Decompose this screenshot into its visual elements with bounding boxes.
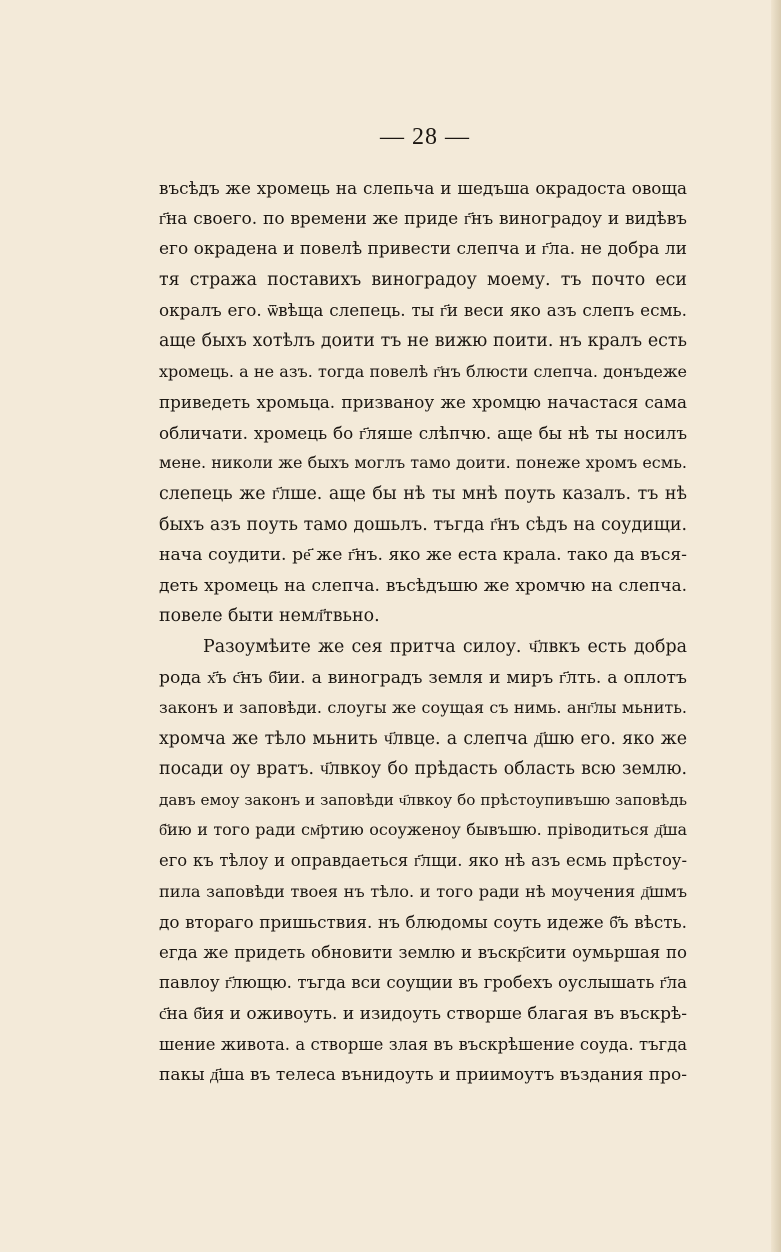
text-line: пакы д҃ша въ телеса вънидоуть и приимоутъ въздания про- xyxy=(159,1065,687,1086)
text-line: егда же придеть обновити землю и въскр҃сити оумьршая по xyxy=(159,942,687,962)
text-line: слепець же г҃лше. аще бы нѣ ты мнѣ поуть казалъ. тъ нѣ xyxy=(159,483,687,504)
text-line: до втораго пришьствия. нъ блюдомы соуть идеже б҃ъ вѣсть. xyxy=(159,912,687,933)
text-line: окралъ его. ѿвѣща слепець. ты г҃и веси яко азъ слепъ есмь. xyxy=(159,300,687,321)
text-line: рода х҃ъ с҃нъ б҃ии. а виноградъ земля и миръ г҃лть. а оплотъ xyxy=(159,667,687,688)
text-line: его окрадена и повелѣ привести слепча и г҃ла. не добра ли xyxy=(159,239,687,260)
text-line: тя стража поставихъ виноградоу моему. тъ почто еси xyxy=(159,269,687,290)
text-line: законъ и заповѣди. слоугы же соущая съ нимь. анг҃лы мьнить. xyxy=(159,698,687,718)
text-line: мене. николи же быхъ моглъ тамо доити. понеже хромъ есмь. xyxy=(159,453,687,473)
text-line: г҃на своего. по времени же приде г҃нъ виноградоу и видѣвъ xyxy=(159,208,687,229)
text-line: посади оу вратъ. ч҃лвкоу бо прѣдасть область всю землю. xyxy=(159,759,687,780)
text-line: с҃на б҃ия и оживоуть. и изидоуть створше благая въ въскрѣ- xyxy=(159,1004,687,1025)
text-line: хромець. а не азъ. тогда повелѣ г҃нъ блюсти слепча. донъдеже xyxy=(159,361,687,381)
text-line: быхъ азъ поуть тамо дошьлъ. тъгда г҃нъ сѣдъ на соудищи. xyxy=(159,514,687,535)
text-line: приведеть хромьца. призваноу же хромцю начастася сама xyxy=(159,392,687,413)
text-line: пила заповѣди твоея нъ тѣло. и того ради нѣ моучения д҃шмъ xyxy=(159,881,687,901)
text-line: б҃ию и того ради см҃ртию осоуженоу бывъшю. прiводиться д҃ша xyxy=(159,820,687,840)
body-text xyxy=(159,173,687,1091)
text-line: въсѣдъ же хромець на слепьча и шедъша окрадоста овоща xyxy=(159,178,687,198)
text-line: шение живота. а створше злая въ въскрѣшение соуда. тъгда xyxy=(159,1034,687,1054)
text-line: деть хромець на слепча. въсѣдъшю же хромчю на слепча. xyxy=(159,575,687,596)
text-line: нача соудити. ре҃ же г҃нъ. яко же еста крала. тако да въся- xyxy=(159,545,687,566)
text-line: павлоу г҃лющю. тъгда вси соущии въ гробехъ оуслышать г҃ла xyxy=(159,973,687,993)
text-line: повеле быти немл҃твьно. xyxy=(159,606,380,627)
text-line: хромча же тѣло мьнить ч҃лвце. а слепча д҃шю его. яко же xyxy=(159,728,687,749)
text-line: его къ тѣлоу и оправдаеться г҃лщи. яко нѣ азъ есмь прѣстоу- xyxy=(159,851,687,871)
text-line: Разоумѣите же сея притча силоу. ч҃лвкъ есть добра xyxy=(203,636,687,657)
text-line: обличати. хромець бо г҃ляше слѣпчю. аще бы нѣ ты носилъ xyxy=(159,422,687,443)
text-line: давъ емоу законъ и заповѣди ч҃лвкоу бо прѣстоупивъшю заповѣдь xyxy=(159,790,687,809)
text-line: аще быхъ хотѣлъ доити тъ не вижю поити. нъ кралъ есть xyxy=(159,330,687,351)
page-number: — 28 — xyxy=(380,124,470,150)
